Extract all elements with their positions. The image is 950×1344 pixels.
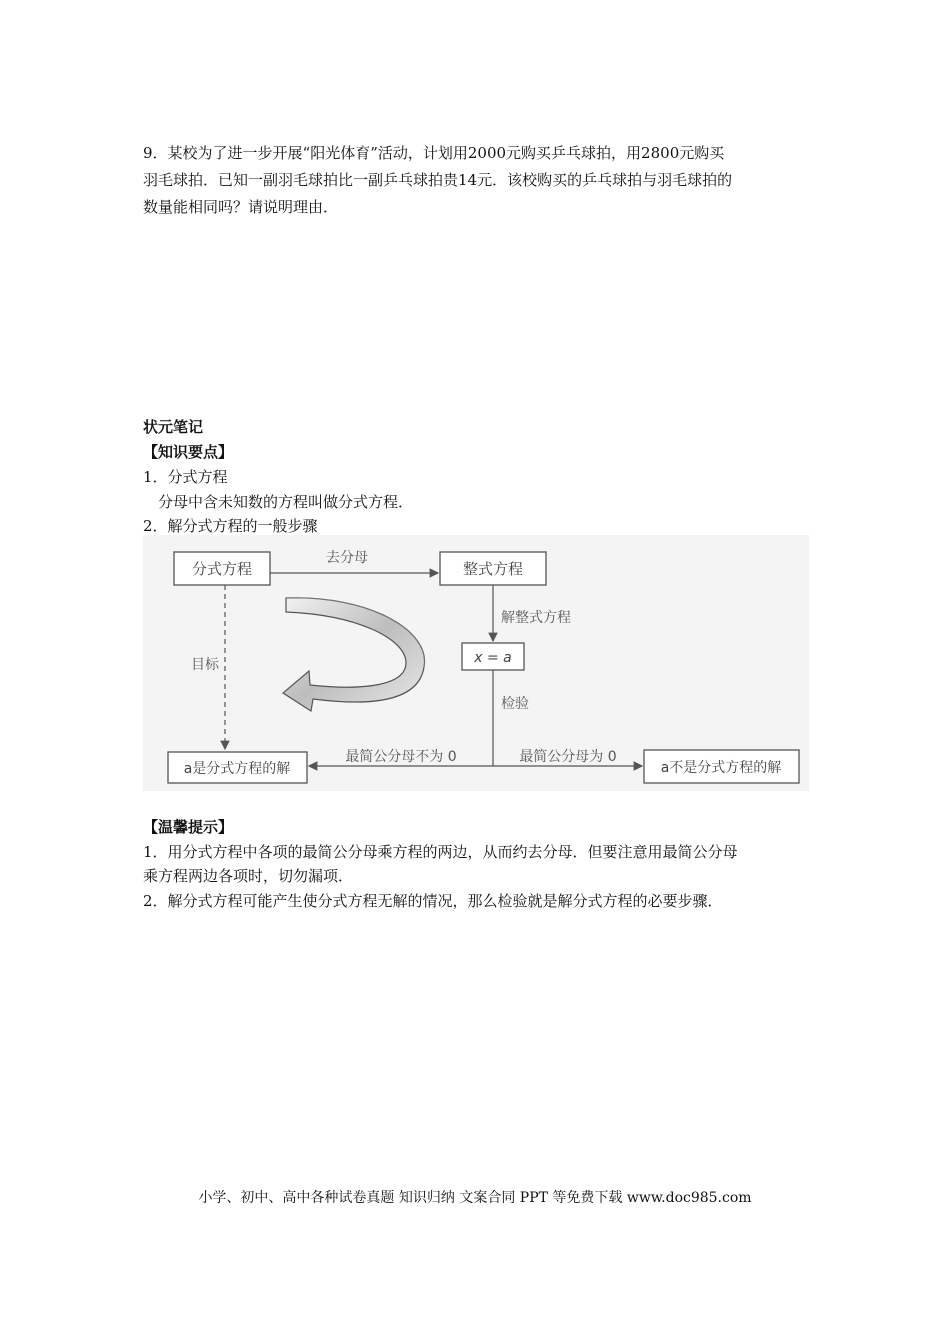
solving-steps-diagram xyxy=(143,535,809,791)
item1-title: 1．分式方程 xyxy=(143,468,228,486)
key-points-heading: 【知识要点】 xyxy=(143,443,234,461)
tips-heading: 【温馨提示】 xyxy=(143,818,234,836)
question-line-3: 数量能相同吗？请说明理由． xyxy=(143,198,339,216)
box-solution-label: x = a xyxy=(474,650,512,666)
box-fractional-label: 分式方程 xyxy=(191,560,253,578)
tip1-line-2: 乘方程两边各项时，切勿漏项． xyxy=(143,867,354,885)
label-check: 检验 xyxy=(501,696,529,712)
label-lcd-zero: 最简公分母为 0 xyxy=(519,749,617,765)
tip1-line-1: 1．用分式方程中各项的最简公分母乘方程的两边，从而约去分母．但要注意用最简公分母 xyxy=(143,843,738,861)
label-solve-integral: 解整式方程 xyxy=(501,610,571,626)
item2-title: 2．解分式方程的一般步骤 xyxy=(143,517,318,535)
box-is-solution-label: a是分式方程的解 xyxy=(183,761,291,777)
label-clear-denominator: 去分母 xyxy=(326,550,368,566)
label-lcd-nonzero: 最简公分母不为 0 xyxy=(345,749,457,765)
question-line-2: 羽毛球拍．已知一副羽毛球拍比一副乒乓球拍贵14元．该校购买的乒乓球拍与羽毛球拍的 xyxy=(143,171,733,189)
tip2: 2．解分式方程可能产生使分式方程无解的情况，那么检验就是解分式方程的必要步骤． xyxy=(143,892,723,910)
box-integral-label: 整式方程 xyxy=(462,560,524,578)
box-not-solution-label: a不是分式方程的解 xyxy=(660,760,782,776)
question-line-1: 9．某校为了进一步开展“阳光体育”活动，计划用2000元购买乒乓球拍，用2800元购买 xyxy=(143,144,725,162)
page-footer: 小学、初中、高中各种试卷真题 知识归纳 文案合同 PPT 等免费下载 www.doc985.com xyxy=(198,1190,752,1206)
label-goal: 目标 xyxy=(191,657,219,673)
item1-body: 分母中含未知数的方程叫做分式方程． xyxy=(158,493,414,511)
notes-title: 状元笔记 xyxy=(143,418,204,436)
